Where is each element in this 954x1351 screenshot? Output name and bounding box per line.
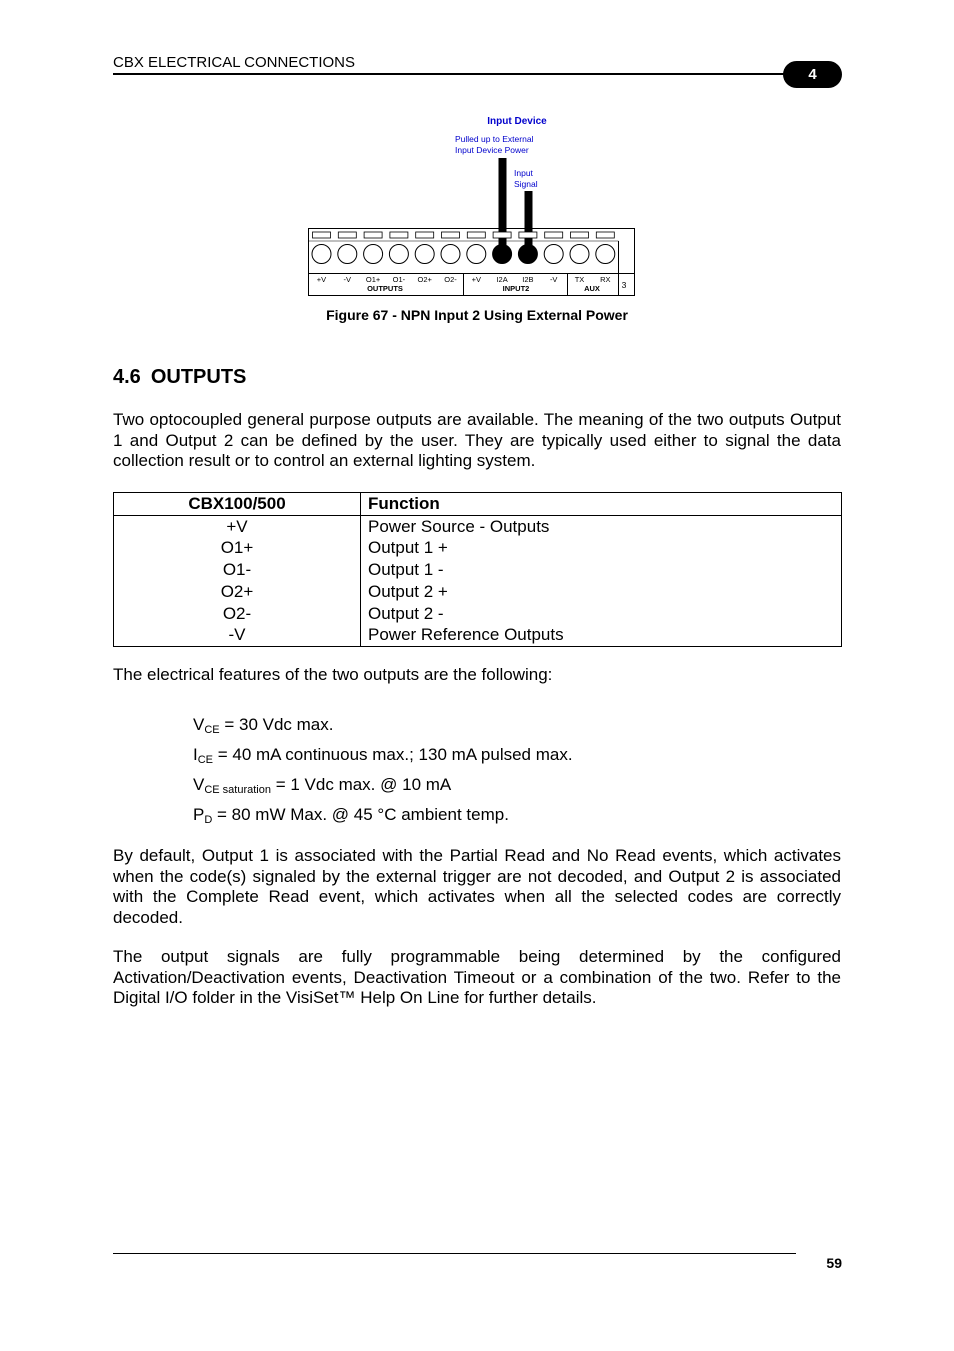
table-row bbox=[114, 581, 842, 603]
table-cell-pin: O2+ bbox=[114, 581, 361, 603]
terminal-label: O1- bbox=[392, 275, 406, 284]
terminal-screw bbox=[441, 245, 460, 264]
spec-vce: $V_{CE} = 30$ Vdc max. bbox=[193, 715, 334, 736]
input2-group-label: INPUT2 bbox=[502, 284, 530, 293]
terminal-screw bbox=[389, 245, 408, 264]
page-number: 59 bbox=[826, 1255, 842, 1271]
terminal-label: -V bbox=[549, 275, 558, 284]
terminal-label: -V bbox=[343, 275, 352, 284]
terminal-tab bbox=[338, 232, 356, 238]
table-cell-pin: -V bbox=[114, 624, 361, 646]
terminal-label: +V bbox=[471, 275, 481, 284]
side-number-label: 3 bbox=[621, 280, 627, 290]
terminal-tab bbox=[519, 232, 537, 238]
terminal-block-diagram bbox=[300, 108, 650, 308]
section-title: OUTPUTS bbox=[150, 366, 247, 388]
spec-ice: $I_{CE} = 40$ mA continuous max.; 130 mA pulsed max. bbox=[193, 745, 573, 766]
table-row bbox=[114, 603, 842, 625]
table-row bbox=[114, 515, 842, 537]
section-heading bbox=[113, 366, 246, 389]
terminal-tab bbox=[493, 232, 511, 238]
table-cell-pin: O1- bbox=[114, 559, 361, 581]
table-row bbox=[114, 624, 842, 646]
section-number: 4.6 bbox=[113, 366, 141, 388]
terminal-tab bbox=[545, 232, 563, 238]
table-cell-pin: +V bbox=[114, 515, 361, 537]
table-cell-pin: O2- bbox=[114, 603, 361, 625]
terminal-tab bbox=[596, 232, 614, 238]
table-cell-function: Output 2 + bbox=[368, 581, 448, 601]
terminal-screw bbox=[596, 245, 615, 264]
input-signal-label-2: Signal bbox=[514, 179, 538, 189]
terminal-label: O2+ bbox=[417, 275, 432, 284]
intro-paragraph: Two optocoupled general purpose outputs are available. The meaning of the two outputs Output 1 and Output 2 can be defined by the user. They are typically used either to signal the data collection result or to control an external lighting system. bbox=[113, 410, 841, 470]
input-signal-label-1: Input bbox=[514, 168, 533, 178]
input-device-label: Input Device bbox=[487, 116, 547, 127]
terminal-screw bbox=[415, 245, 434, 264]
terminal-tab bbox=[313, 232, 331, 238]
terminal-label: I2A bbox=[496, 275, 508, 284]
features-intro: The electrical features of the two outputs are the following: bbox=[113, 665, 553, 684]
spec-vce-saturation: $V_{CE saturation} = 1$ Vdc max. @ 10 mA bbox=[193, 775, 452, 796]
table-cell-function: Output 1 - bbox=[368, 560, 444, 580]
terminal-tab bbox=[442, 232, 460, 238]
terminal-tab bbox=[571, 232, 589, 238]
terminal-label: I2B bbox=[522, 275, 534, 284]
terminal-row bbox=[312, 232, 615, 264]
chapter-badge: 4 bbox=[783, 61, 842, 88]
terminal-screw bbox=[312, 245, 331, 264]
terminal-screw bbox=[364, 245, 383, 264]
terminal-tab bbox=[467, 232, 485, 238]
header-rule bbox=[113, 73, 785, 75]
terminal-label: +V bbox=[316, 275, 327, 284]
pulled-up-label-2: Input Device Power bbox=[455, 145, 529, 155]
pulled-up-label-1: Pulled up to External bbox=[455, 134, 534, 144]
terminal-tab bbox=[416, 232, 434, 238]
table-row bbox=[114, 537, 842, 559]
spec-pd: $P_D = 80$ mW Max. @ 45 °C ambient temp. bbox=[193, 805, 509, 826]
table-cell-function: Output 2 - bbox=[368, 603, 444, 623]
terminal-screw bbox=[338, 245, 357, 264]
footer-rule bbox=[113, 1253, 796, 1254]
terminal-label: O2- bbox=[444, 275, 457, 284]
table-cell-function: Power Source - Outputs bbox=[368, 516, 550, 536]
table-cell-function: Output 1 + bbox=[368, 538, 448, 558]
running-header: CBX ELECTRICAL CONNECTIONS bbox=[113, 54, 355, 71]
programmable-paragraph: The output signals are fully programmable being determined by the configured Activation/Deactivation events, Deactivation Timeout or a combination of the two. Refer to the Digital I/O folder in the VisiSet™ Help On Line for further details. bbox=[113, 947, 841, 1007]
default-association-paragraph: By default, Output 1 is associated with the Partial Read and No Read events, which activates when the code(s) signaled by the external trigger are not decoded, and Output 2 is associated with the Complete Read event, which activates when all the selected codes are correctly decoded. bbox=[113, 846, 841, 927]
terminal-screw bbox=[544, 245, 563, 264]
table-header-cell: Function bbox=[361, 493, 842, 516]
terminal-label: TX bbox=[574, 275, 585, 284]
table-row bbox=[114, 559, 842, 581]
table-header-cell: CBX100/500 bbox=[114, 493, 361, 516]
aux-group-label: AUX bbox=[584, 284, 600, 293]
terminal-screw bbox=[493, 245, 512, 264]
table-header-row bbox=[114, 493, 842, 516]
terminal-label: O1+ bbox=[365, 275, 381, 284]
terminal-screw bbox=[467, 245, 486, 264]
wiring-figure bbox=[300, 108, 650, 308]
terminal-screw bbox=[570, 245, 589, 264]
table-cell-function: Power Reference Outputs bbox=[368, 625, 564, 645]
outputs-group-label: OUTPUTS bbox=[367, 284, 403, 293]
terminal-screw bbox=[518, 245, 537, 264]
outputs-table bbox=[113, 492, 842, 647]
table-cell-pin: O1+ bbox=[114, 537, 361, 559]
figure-caption: Figure 67 - NPN Input 2 Using External Power bbox=[326, 307, 628, 323]
terminal-label: RX bbox=[600, 275, 611, 284]
terminal-tab bbox=[390, 232, 408, 238]
terminal-tab bbox=[364, 232, 382, 238]
